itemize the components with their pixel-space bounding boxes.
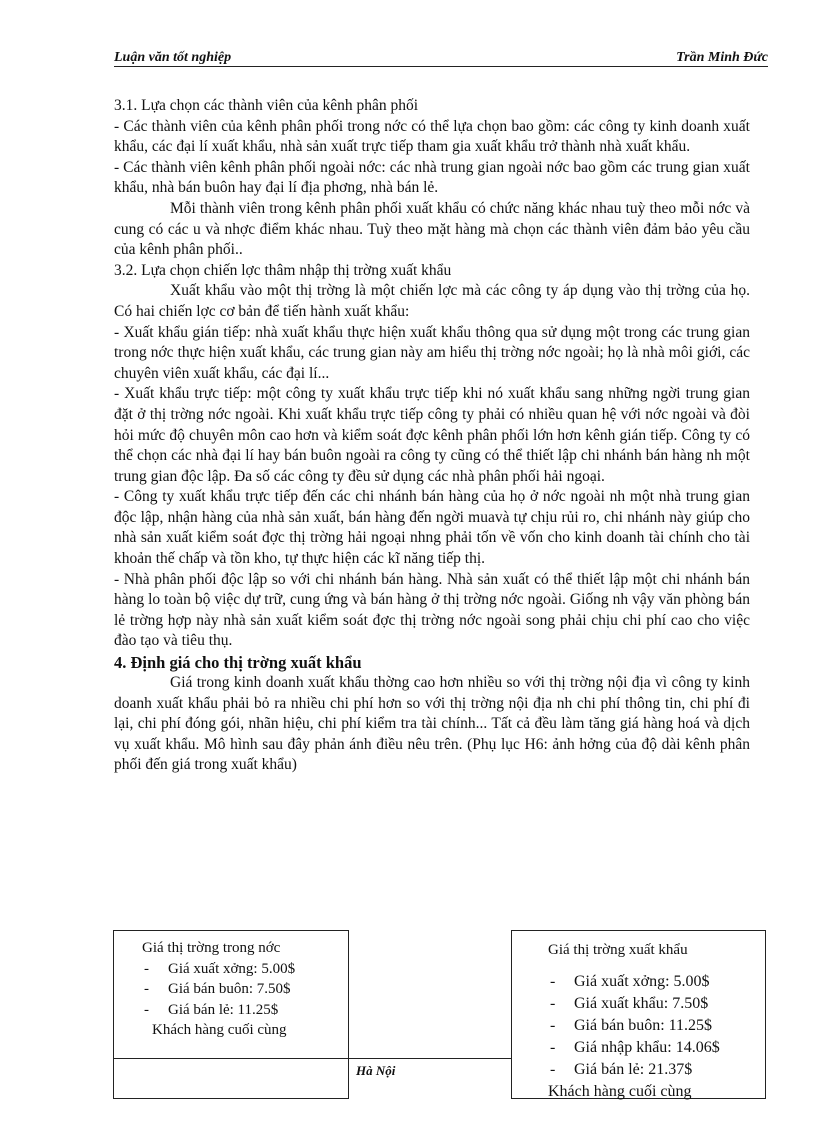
header-right: Trần Minh Đức — [676, 50, 768, 65]
paragraph: 3.1. Lựa chọn các thành viên của kênh phân phối — [114, 97, 419, 114]
price-item — [548, 971, 765, 993]
domestic-box-final-customer: Khách hàng cuối cùng — [152, 1022, 287, 1038]
domestic-box-title: Giá thị trờng trong nớc — [142, 940, 281, 956]
paragraph: - Các thành viên kênh phân phối ngoài nớc: các nhà trung gian ngoài nớc bao gồm các trung gian xuất khẩu, nhà bán buôn hay đại lí địa phơng, nhà bán lẻ. — [114, 158, 750, 197]
bullet-dash: - — [550, 995, 556, 1012]
paragraph: - Xuất khẩu trực tiếp: một công ty xuất khẩu trực tiếp khi nó xuất khẩu sang những ngời trung gian đặt ở thị trờng nớc ngoài. Khi xuất khẩu trực tiếp công ty phải có nhiều quan hệ với nớc ngoài và đòi hỏi mức độ chuyên môn cao hơn và kiểm soát đợc kênh phân phối lớn hơn kênh gián tiếp. Công ty có thể chọn các nhà đại lí hay bán buôn ngoài ra công ty cũng có thể thiết lập chi nhánh bán hàng nh một trung gian độc lập. Đa số các công ty đều sử dụng các nhà phân phối hải ngoại. — [114, 385, 750, 485]
bullet-dash: - — [550, 1061, 556, 1078]
paragraph: - Xuất khẩu gián tiếp: nhà xuất khẩu thực hiện xuất khẩu thông qua sử dụng một trong các trung gian trong nớc thực hiện xuất khẩu, các trung gian này am hiểu thị trờng nớc ngoài; họ là nhà môi giới, các chuyên viên xuất khẩu, các đại lí... — [114, 323, 750, 382]
bullet-dash: - — [550, 1017, 556, 1034]
header-left: Luận văn tốt nghiệp — [114, 50, 232, 65]
price-item-text: Giá bán lẻ: 11.25$ — [168, 1001, 279, 1018]
paragraph: - Công ty xuất khẩu trực tiếp đến các chi nhánh bán hàng của họ ở nớc ngoài nh một nhà trung gian độc lập, nhận hàng của nhà sản xuất, bán hàng đến ngời muavà tự chịu rủi ro, chi nhánh này giúp cho nhà sản xuất kiểm soát đợc thị trờng hải ngoại nhng phải tốn về vốn cho kinh doanh tài chính cho tài khoản thế chấp và tồn kho, tự thực hiện các kĩ năng tiếp thị. — [114, 488, 750, 568]
paragraph: - Nhà phân phối độc lập so với chi nhánh bán hàng. Nhà sản xuất có thể thiết lập một chi nhánh bán hàng lo toàn bộ việc dự trữ, cung ứng và bán hàng ở thị trờng nớc ngoài. Giống nh vậy văn phòng bán lẻ trờng hợp này nhà sản xuất kiểm soát đợc thị trờng nớc ngoài song phải chịu chi phí cao cho việc đào tạo và tiêu thụ. — [114, 570, 750, 650]
bullet-dash: - — [144, 960, 149, 977]
price-item — [142, 1000, 348, 1021]
domestic-price-box — [113, 930, 349, 1099]
paragraph-list — [114, 96, 750, 652]
price-item-text: Giá bán lẻ: 21.37$ — [574, 1061, 693, 1078]
price-item — [142, 979, 348, 1000]
bullet-dash: - — [144, 1001, 149, 1018]
price-item-text: Giá bán buôn: 11.25$ — [574, 1017, 713, 1034]
bullet-dash: - — [550, 1039, 556, 1056]
paragraph: 3.2. Lựa chọn chiến lợc thâm nhập thị trờng xuất khẩu — [114, 261, 452, 279]
box-connector-line — [349, 1058, 511, 1059]
domestic-price-list — [142, 959, 348, 1021]
footer-location: Hà Nội — [356, 1063, 396, 1078]
paragraph: Xuất khẩu vào một thị trờng là một chiến lợc mà các công ty áp dụng vào thị trờng của họ. Có hai chiến lợc cơ bản để tiến hành xuất khẩu: — [114, 282, 750, 320]
section-4-heading: 4. Định giá cho thị trờng xuất khẩu — [114, 653, 362, 673]
paragraph: Mỗi thành viên trong kênh phân phối xuất khẩu có chức năng khác nhau tuỳ theo mỗi nớc và cung có các u và nhợc điểm khác nhau. Tuỳ theo mặt hàng mà chọn các thành viên đảm bảo yêu cầu của kênh phân phối.. — [114, 199, 750, 259]
price-item-text: Giá xuất xởng: 5.00$ — [168, 960, 296, 977]
price-item — [548, 1015, 765, 1037]
export-price-box — [511, 930, 766, 1099]
price-item-text: Giá xuất khẩu: 7.50$ — [574, 995, 709, 1012]
price-item — [142, 959, 348, 980]
price-item — [548, 1059, 765, 1081]
bullet-dash: - — [144, 981, 149, 997]
export-price-list — [548, 971, 765, 1081]
document-body — [114, 96, 750, 776]
export-box-final-customer: Khách hàng cuối cùng — [548, 1083, 692, 1100]
price-item-text: Giá xuất xởng: 5.00$ — [574, 973, 710, 990]
header-rule — [114, 66, 768, 67]
paragraph: - Các thành viên của kênh phân phối trong nớc có thể lựa chọn bao gồm: các công ty kinh doanh xuất khẩu, các đại lí xuất khẩu, nhà sản xuất trực tiếp tham gia xuất khẩu trở thành nhà xuất khẩu. — [114, 117, 750, 156]
section-4-paragraph: Giá trong kinh doanh xuất khẩu thờng cao hơn nhiều so với thị trờng nội địa vì công ty kinh doanh xuất khẩu phải bỏ ra nhiều chi phí hơn so với thị trờng nội địa nh chi phí thông tin, chi phí đi lại, chi phí đóng gói, nhãn hiệu, chi phí kiểm tra tài chính... Tất cả đều làm tăng giá hàng hoá và dịch vụ xuất khẩu. Mô hình sau đây phản ánh điều nêu trên. (Phụ lục H6: ảnh hởng của độ dài kênh phân phối đến giá trong xuất khẩu) — [114, 674, 750, 774]
price-item — [548, 1037, 765, 1059]
bullet-dash: - — [550, 973, 556, 990]
price-item — [548, 993, 765, 1015]
export-box-title: Giá thị trờng xuất khẩu — [548, 942, 688, 958]
price-item-text: Giá bán buôn: 7.50$ — [168, 981, 291, 997]
footer-rule — [114, 1058, 350, 1059]
price-item-text: Giá nhập khẩu: 14.06$ — [574, 1039, 720, 1056]
